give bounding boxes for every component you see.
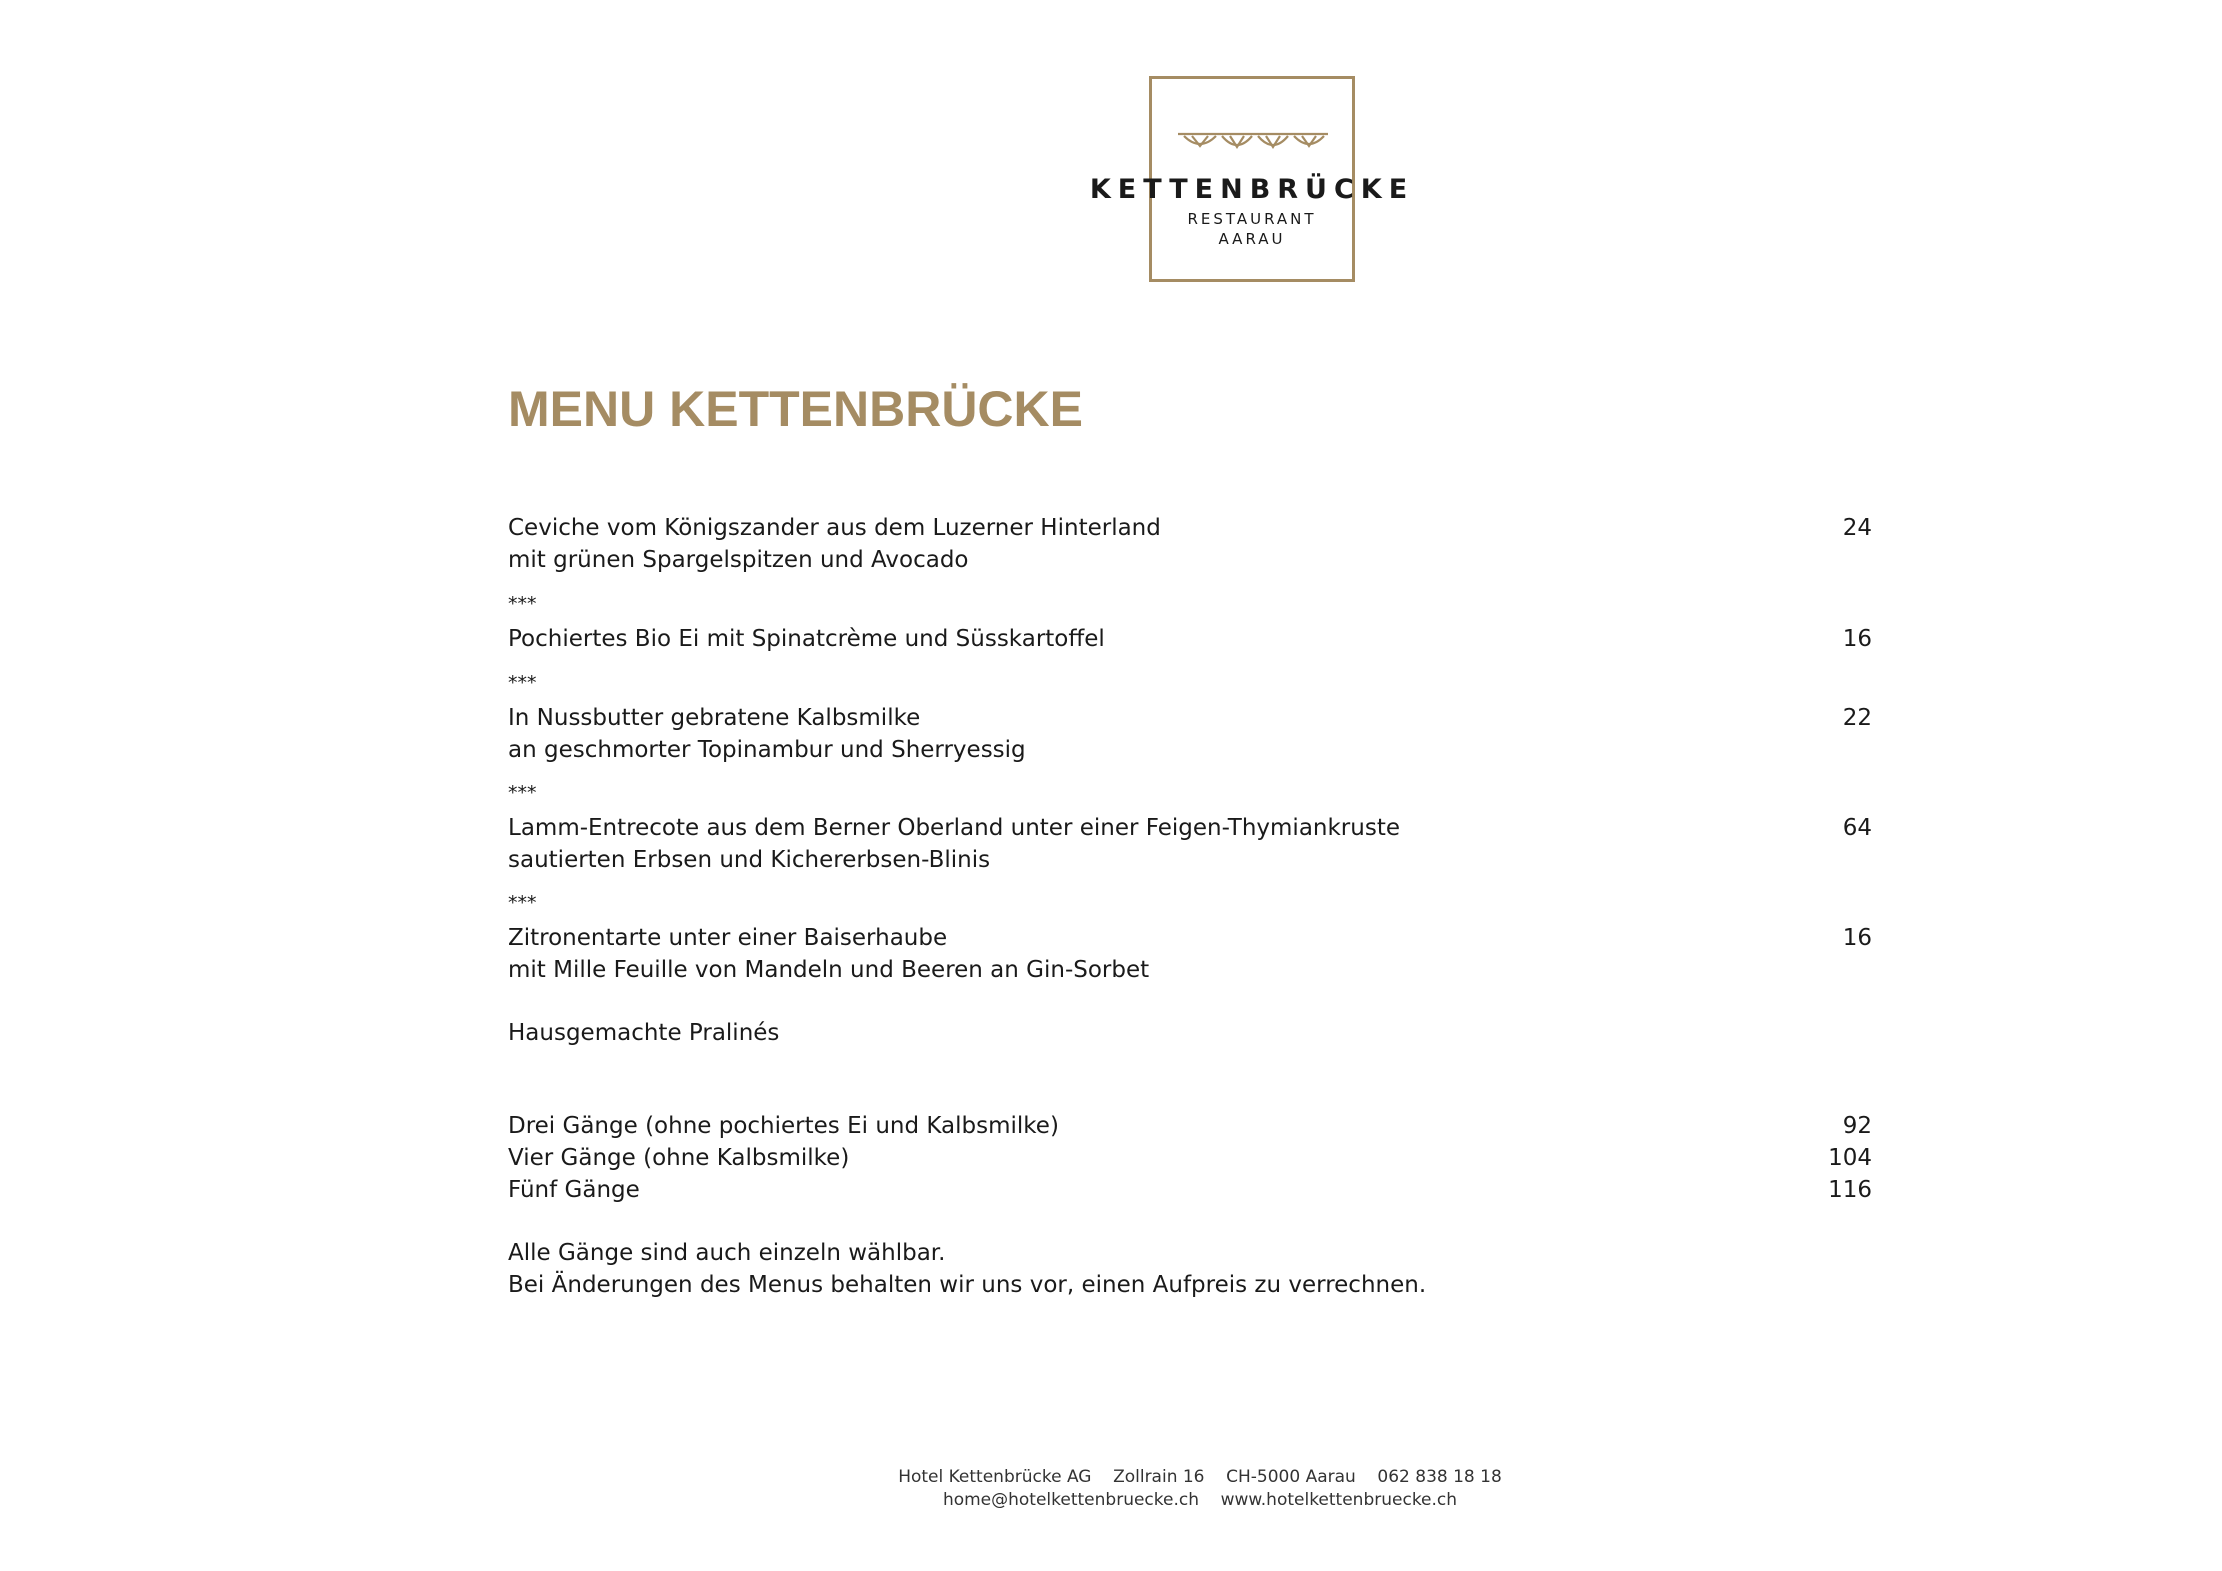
- course-4-line-1: Lamm-Entrecote aus dem Berner Oberland unter einer Feigen-Thymiankruste: [508, 815, 1400, 841]
- course-2-line-1: Pochiertes Bio Ei mit Spinatcrème und Süsskartoffel: [508, 626, 1105, 652]
- pralines-line: Hausgemachte Pralinés: [508, 1020, 780, 1046]
- option-five-courses: Fünf Gänge: [508, 1177, 640, 1203]
- course-4-line-2: sautierten Erbsen und Kichererbsen-Blinis: [508, 847, 991, 873]
- course-1-price: 24: [1842, 515, 1872, 541]
- course-4-price: 64: [1842, 815, 1872, 841]
- course-separator: ***: [508, 672, 537, 694]
- course-1-line-1: Ceviche vom Königszander aus dem Luzerner Hinterland: [508, 515, 1161, 541]
- course-3-price: 22: [1842, 705, 1872, 731]
- option-five-courses-price: 116: [1828, 1177, 1872, 1203]
- course-5-line-1: Zitronentarte unter einer Baiserhaube: [508, 925, 948, 951]
- logo-subtitle-restaurant: RESTAURANT: [1187, 210, 1317, 228]
- course-5-price: 16: [1842, 925, 1872, 951]
- course-3-line-2: an geschmorter Topinambur und Sherryessig: [508, 737, 1026, 763]
- option-three-courses: Drei Gänge (ohne pochiertes Ei und Kalbsmilke): [508, 1113, 1059, 1139]
- course-separator: ***: [508, 892, 537, 914]
- course-5-line-2: mit Mille Feuille von Mandeln und Beeren an Gin-Sorbet: [508, 957, 1150, 983]
- note-surcharge: Bei Änderungen des Menus behalten wir uns vor, einen Aufpreis zu verrechnen.: [508, 1272, 1427, 1298]
- course-3-line-1: In Nussbutter gebratene Kalbsmilke: [508, 705, 921, 731]
- course-separator: ***: [508, 593, 537, 615]
- logo-subtitle-city: AARAU: [1218, 230, 1286, 248]
- course-1-line-2: mit grünen Spargelspitzen und Avocado: [508, 547, 969, 573]
- bridge-logo-icon: [1178, 130, 1328, 160]
- page-title: MENU KETTENBRÜCKE: [508, 381, 1083, 437]
- footer-contact: home@hotelkettenbruecke.ch www.hotelkettenbruecke.ch: [942, 1490, 1458, 1510]
- footer-address: Hotel Kettenbrücke AG Zollrain 16 CH-5000 Aarau 062 838 18 18: [898, 1467, 1502, 1487]
- option-three-courses-price: 92: [1842, 1113, 1872, 1139]
- note-individual-courses: Alle Gänge sind auch einzeln wählbar.: [508, 1240, 946, 1266]
- course-2-price: 16: [1842, 626, 1872, 652]
- logo-name: KETTENBRÜCKE: [1089, 174, 1415, 205]
- course-separator: ***: [508, 782, 537, 804]
- option-four-courses: Vier Gänge (ohne Kalbsmilke): [508, 1145, 850, 1171]
- option-four-courses-price: 104: [1828, 1145, 1872, 1171]
